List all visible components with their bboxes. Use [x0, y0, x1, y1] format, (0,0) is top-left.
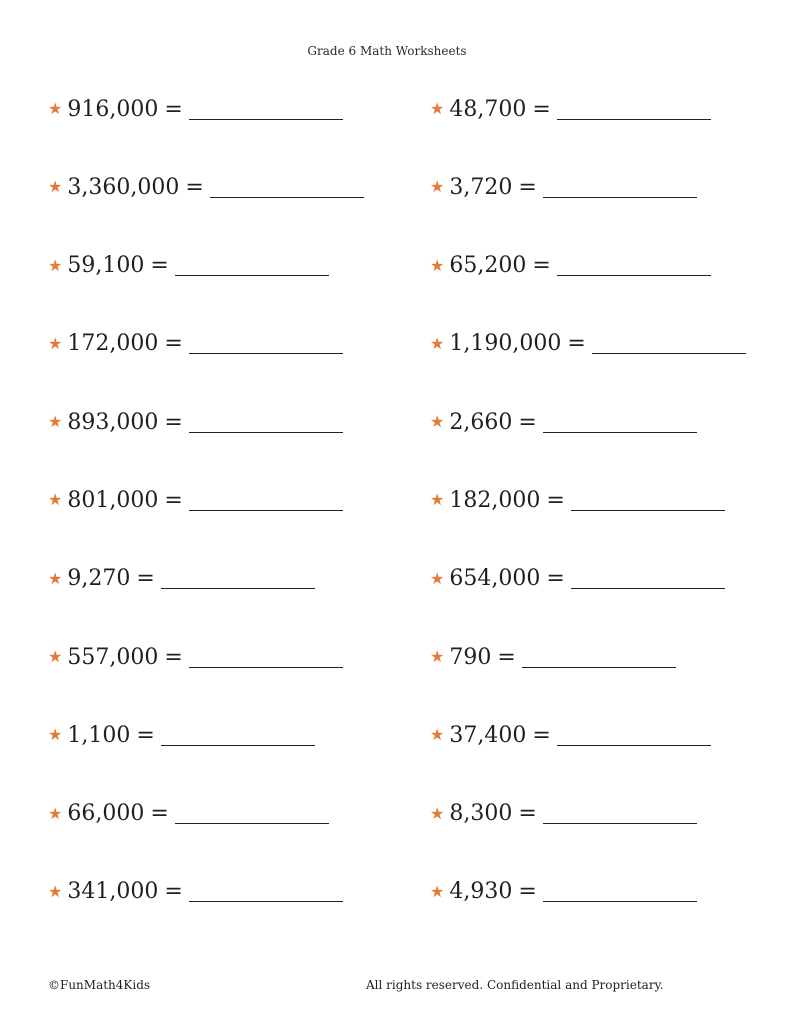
- star-icon: ★: [430, 255, 445, 275]
- problem-item: [430, 873, 768, 911]
- equals-sign: =: [532, 253, 551, 279]
- problem-item: [430, 403, 768, 441]
- answer-blank[interactable]: [571, 588, 725, 589]
- problem-number: 172,000: [67, 331, 159, 357]
- answer-blank[interactable]: [522, 667, 676, 668]
- problem-number: 3,720: [449, 174, 513, 200]
- problem-number: 2,660: [449, 409, 513, 435]
- equals-sign: =: [497, 644, 516, 670]
- star-icon: ★: [48, 803, 63, 823]
- star-icon: ★: [430, 333, 445, 353]
- star-icon: ★: [430, 490, 445, 510]
- answer-blank[interactable]: [543, 823, 697, 824]
- answer-blank[interactable]: [189, 119, 343, 120]
- equals-sign: =: [150, 253, 169, 279]
- equals-sign: =: [532, 96, 551, 122]
- star-icon: ★: [430, 725, 445, 745]
- answer-blank[interactable]: [189, 667, 343, 668]
- equals-sign: =: [136, 722, 155, 748]
- problem-item: [48, 90, 430, 128]
- answer-blank[interactable]: [189, 510, 343, 511]
- problem-number: 893,000: [67, 409, 159, 435]
- problem-number: 557,000: [67, 644, 159, 670]
- page-title: Grade 6 Math Worksheets: [307, 44, 467, 58]
- problem-item: [48, 403, 430, 441]
- problem-number: 182,000: [449, 487, 541, 513]
- star-icon: ★: [430, 803, 445, 823]
- star-icon: ★: [48, 490, 63, 510]
- problem-item: [430, 481, 768, 519]
- equals-sign: =: [185, 174, 204, 200]
- problem-item: [48, 247, 430, 285]
- equals-sign: =: [532, 722, 551, 748]
- star-icon: ★: [48, 647, 63, 667]
- star-icon: ★: [48, 333, 63, 353]
- problem-item: [430, 716, 768, 754]
- star-icon: ★: [430, 99, 445, 118]
- star-icon: ★: [430, 177, 445, 197]
- star-icon: ★: [48, 568, 63, 588]
- problem-item: [48, 325, 430, 363]
- problem-number: 9,270: [67, 566, 131, 592]
- problem-item: [48, 873, 430, 911]
- equals-sign: =: [518, 174, 537, 200]
- footer-copyright: ©FunMath4Kids: [48, 978, 151, 992]
- star-icon: ★: [48, 255, 63, 275]
- answer-blank[interactable]: [175, 275, 329, 276]
- problem-item: [430, 168, 768, 206]
- equals-sign: =: [546, 487, 565, 513]
- equals-sign: =: [567, 331, 586, 357]
- problem-item: [48, 716, 430, 754]
- problem-number: 48,700: [449, 96, 527, 122]
- equals-sign: =: [164, 96, 183, 122]
- answer-blank[interactable]: [189, 901, 343, 902]
- star-icon: ★: [48, 177, 63, 197]
- equals-sign: =: [518, 409, 537, 435]
- answer-blank[interactable]: [592, 353, 746, 354]
- problem-item: [430, 638, 768, 676]
- answer-blank[interactable]: [189, 353, 343, 354]
- problem-item: [430, 247, 768, 285]
- problem-number: 1,100: [67, 722, 131, 748]
- equals-sign: =: [518, 879, 537, 905]
- equals-sign: =: [164, 487, 183, 513]
- star-icon: ★: [430, 881, 445, 901]
- problem-number: 916,000: [67, 96, 159, 122]
- equals-sign: =: [164, 331, 183, 357]
- equals-sign: =: [164, 644, 183, 670]
- star-icon: ★: [48, 412, 63, 432]
- problem-number: 65,200: [449, 253, 527, 279]
- answer-blank[interactable]: [571, 510, 725, 511]
- equals-sign: =: [518, 801, 537, 827]
- answer-blank[interactable]: [543, 197, 697, 198]
- problem-number: 59,100: [67, 253, 145, 279]
- problem-item: [48, 795, 430, 833]
- star-icon: ★: [430, 568, 445, 588]
- answer-blank[interactable]: [557, 119, 711, 120]
- star-icon: ★: [48, 99, 63, 118]
- problem-number: 790: [449, 644, 492, 670]
- answer-blank[interactable]: [210, 197, 364, 198]
- problem-item: [48, 481, 430, 519]
- problem-number: 66,000: [67, 801, 145, 827]
- answer-blank[interactable]: [557, 275, 711, 276]
- equals-sign: =: [546, 566, 565, 592]
- answer-blank[interactable]: [189, 432, 343, 433]
- equals-sign: =: [136, 566, 155, 592]
- problem-number: 654,000: [449, 566, 541, 592]
- star-icon: ★: [430, 647, 445, 667]
- star-icon: ★: [430, 412, 445, 432]
- problem-item: [48, 638, 430, 676]
- problem-number: 3,360,000: [67, 174, 180, 200]
- problem-number: 801,000: [67, 487, 159, 513]
- problem-item: [430, 90, 768, 128]
- problem-number: 341,000: [67, 879, 159, 905]
- equals-sign: =: [164, 879, 183, 905]
- problem-item: [430, 560, 768, 598]
- answer-blank[interactable]: [161, 745, 315, 746]
- star-icon: ★: [48, 881, 63, 901]
- equals-sign: =: [150, 801, 169, 827]
- answer-blank[interactable]: [543, 432, 697, 433]
- answer-blank[interactable]: [543, 901, 697, 902]
- problem-number: 4,930: [449, 879, 513, 905]
- problem-item: [430, 795, 768, 833]
- problem-item: [430, 325, 768, 363]
- footer-rights: All rights reserved. Confidential and Proprietary.: [366, 978, 664, 992]
- problem-number: 37,400: [449, 722, 527, 748]
- problem-number: 1,190,000: [449, 331, 562, 357]
- problem-grid: [48, 90, 768, 951]
- answer-blank[interactable]: [161, 588, 315, 589]
- answer-blank[interactable]: [557, 745, 711, 746]
- answer-blank[interactable]: [175, 823, 329, 824]
- problem-item: [48, 560, 430, 598]
- star-icon: ★: [48, 725, 63, 745]
- problem-item: [48, 168, 430, 206]
- problem-number: 8,300: [449, 801, 513, 827]
- equals-sign: =: [164, 409, 183, 435]
